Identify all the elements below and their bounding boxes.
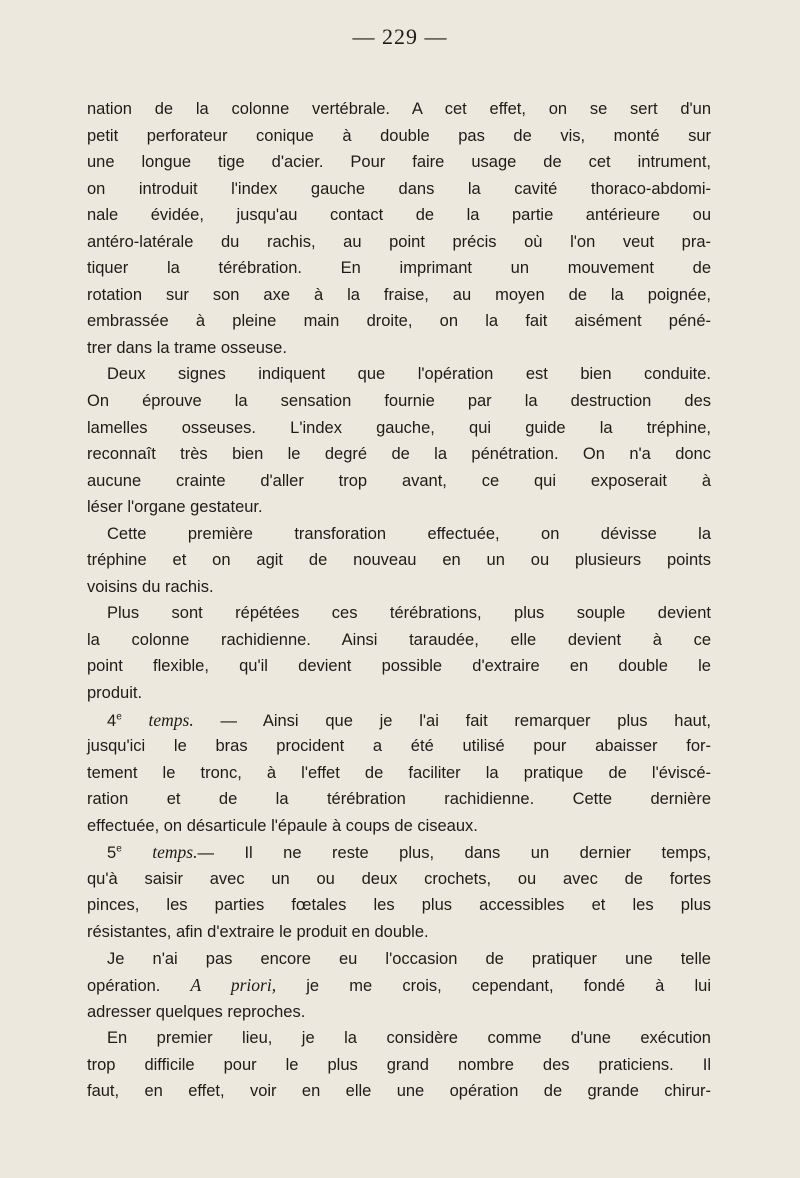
text-line: antéro-latérale du rachis, au point précis où l'on veut pra-: [87, 232, 711, 251]
text-line: Je n'ai pas encore eu l'occasion de pratiquer une telle: [107, 949, 711, 968]
text-line: résistantes, afin d'extraire le produit en double.: [87, 922, 429, 941]
text-line: qu'à saisir avec un ou deux crochets, ou avec de fortes: [87, 869, 711, 888]
text-line: petit perforateur conique à double pas de vis, monté sur: [87, 126, 711, 145]
ordinal-suffix: e: [116, 711, 122, 723]
text-line: rotation sur son axe à la fraise, au moyen de la poignée,: [87, 285, 711, 304]
step-label: temps.: [148, 709, 194, 730]
text-line: produit.: [87, 684, 143, 703]
text-line: tréphine et on agit de nouveau en un ou plusieurs points: [87, 551, 711, 570]
text-line: léser l'organe gestateur.: [87, 498, 263, 517]
text-line: la colonne rachidienne. Ainsi taraudée, elle devient à ce: [87, 630, 711, 649]
line-end: je me crois, cependant, fondé à lui: [276, 977, 711, 996]
text-line-step-5: [87, 839, 711, 866]
step-number: 4: [107, 711, 117, 730]
page-number: — 229 —: [352, 24, 448, 49]
text-line: une longue tige d'acier. Pour faire usage de cet intrument,: [87, 153, 711, 172]
text-line: tiquer la térébration. En imprimant un mouvement de: [87, 259, 711, 278]
step-number: 5: [107, 844, 117, 863]
text-line: jusqu'ici le bras procident a été utilisé pour abaisser for-: [87, 737, 711, 756]
text-line: trer dans la trame osseuse.: [87, 338, 287, 357]
text-line: on introduit l'index gauche dans la cavité thoraco-abdomi-: [87, 179, 711, 198]
text-line: trop difficile pour le plus grand nombre des praticiens. Il: [87, 1055, 711, 1074]
text-line: nale évidée, jusqu'au contact de la partie antérieure ou: [87, 206, 711, 225]
text-line: pinces, les parties fœtales les plus accessibles et les plus: [87, 896, 711, 915]
step-text: — Il ne reste plus, dans un dernier temps,: [197, 844, 711, 863]
text-line: En premier lieu, je la considère comme d'une exécution: [107, 1029, 711, 1048]
text-line: Plus sont répétées ces térébrations, plus souple devient: [107, 604, 711, 623]
line-start: opération.: [87, 977, 191, 996]
text-line: On éprouve la sensation fournie par la destruction des: [87, 392, 711, 411]
ordinal-suffix: e: [116, 843, 122, 855]
text-line: aucune crainte d'aller trop avant, ce qui exposerait à: [87, 471, 711, 490]
text-line: Cette première transforation effectuée, on dévisse la: [107, 524, 711, 543]
text-line-step-4: [87, 707, 711, 734]
text-line: voisins du rachis.: [87, 577, 214, 596]
text-line: adresser quelques reproches.: [87, 1002, 306, 1021]
text-line: lamelles osseuses. L'index gauche, qui guide la tréphine,: [87, 418, 711, 437]
text-line: tement le tronc, à l'effet de faciliter la pratique de l'éviscé-: [87, 763, 711, 782]
text-line: Deux signes indiquent que l'opération est bien conduite.: [107, 365, 711, 384]
body-text: [87, 96, 711, 1105]
latin-phrase: A priori,: [190, 975, 277, 996]
text-line: ration et de la térébration rachidienne. Cette dernière: [87, 790, 711, 809]
text-line: point flexible, qu'il devient possible d'extraire en double le: [87, 657, 711, 676]
text-line: faut, en effet, voir en elle une opération de grande chirur-: [87, 1082, 711, 1101]
text-line: embrassée à pleine main droite, on la fait aisément péné-: [87, 312, 711, 331]
text-line: effectuée, on désarticule l'épaule à coups de ciseaux.: [87, 816, 478, 835]
text-line-a-priori: [87, 972, 711, 999]
step-text: — Ainsi que je l'ai fait remarquer plus haut,: [193, 711, 711, 730]
text-line: nation de la colonne vertébrale. A cet effet, on se sert d'un: [87, 100, 711, 118]
text-line: reconnaît très bien le degré de la pénétration. On n'a donc: [87, 445, 711, 464]
step-label: temps.: [152, 842, 198, 863]
